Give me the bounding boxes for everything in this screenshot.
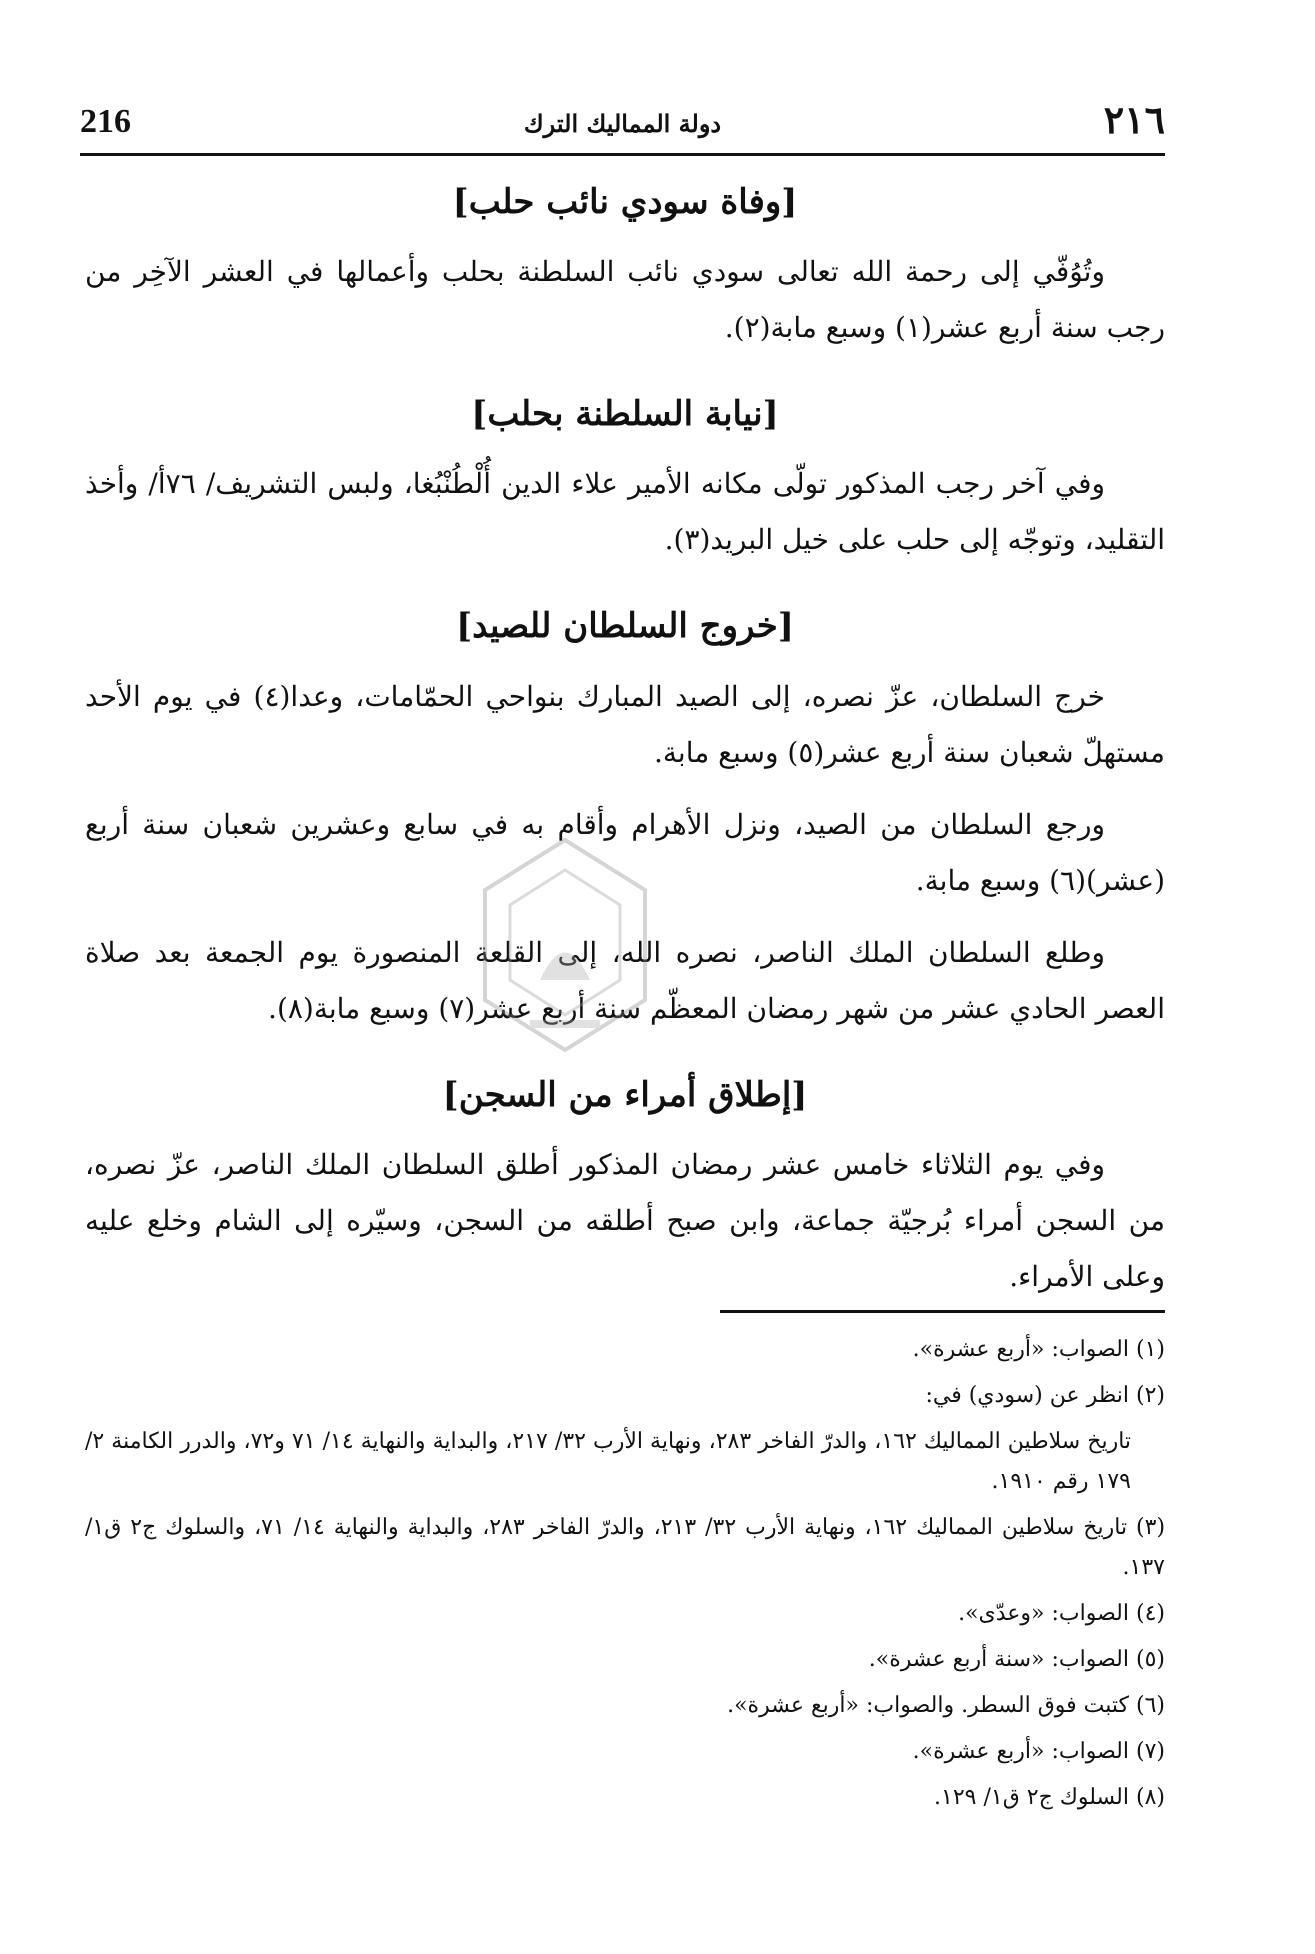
footnote: (٢) انظر عن (سودي) في: <box>925 1383 1165 1408</box>
paragraph: خرج السلطان، عزّ نصره، إلى الصيد المبارك بنواحي الحمّامات، وعدا(٤) في يوم الأحد مستهلّ شعبان سنة أربع عشر(٥) وسبع مابة. <box>85 679 1165 769</box>
footnote: (٤) الصواب: «وعدّى». <box>958 1601 1165 1626</box>
page-number-arabic: ٢١٦ <box>1103 97 1165 142</box>
paragraph: وطلع السلطان الملك الناصر، نصره الله، إلى القلعة المنصورة يوم الجمعة بعد صلاة العصر الحادي عشر من شهر رمضان المعظّم سنة أربع عشر(٧) وسبع مابة(٨). <box>85 935 1165 1025</box>
section-heading: [نيابة السلطنة بحلب] <box>471 394 779 435</box>
footnote-divider <box>720 1310 1165 1313</box>
section-heading: [خروج السلطان للصيد] <box>456 606 794 647</box>
running-title: دولة المماليك الترك <box>523 109 722 138</box>
section-heading: [إطلاق أمراء من السجن] <box>442 1074 808 1115</box>
library-seal-watermark <box>470 830 660 1060</box>
paragraph: وفي يوم الثلاثاء خامس عشر رمضان المذكور أطلق السلطان الملك الناصر، عزّ نصره، من السجن أمراء بُرجيّة جماعة، وابن صبح أطلقه من السجن، وسيّره إلى الشام وخلع عليه وعلى الأمراء. <box>85 1147 1165 1293</box>
page-header <box>80 95 1165 156</box>
main-text <box>85 180 1165 1321</box>
footnote: (٣) تاريخ سلاطين المماليك ١٦٢، ونهاية الأرب ٣٢/ ٢١٣، والدرّ الفاخر ٢٨٣، والبداية والنهاية ١٤/ ٧١، والسلوك ج٢ ق١/ ١٣٧. <box>85 1515 1166 1580</box>
paragraph: وفي آخر رجب المذكور تولّى مكانه الأمير علاء الدين أُلْطُنْبُغا، ولبس التشريف/ ٧٦أ/ وأخذ التقليد، وتوجّه إلى حلب على خيل البريد(٣). <box>85 467 1165 557</box>
paragraph: ورجع السلطان من الصيد، ونزل الأهرام وأقام به في سابع وعشرين شعبان سنة أربع (عشر)(٦) وسبع مابة. <box>85 807 1165 897</box>
page-number-latin: 216 <box>80 103 131 140</box>
footnote: (٦) كتبت فوق السطر. والصواب: «أربع عشرة». <box>727 1693 1165 1718</box>
footnote-continuation: تاريخ سلاطين المماليك ١٦٢، والدرّ الفاخر ٢٨٣، ونهاية الأرب ٣٢/ ٢١٧، والبداية والنهاية ١٤/ ٧١ و٧٢، والدرر الكامنة ٢/ ١٧٩ رقم ١٩١٠. <box>85 1429 1132 1494</box>
footnote: (٨) السلوك ج٢ ق١/ ١٢٩. <box>934 1785 1165 1810</box>
footnotes <box>85 1330 1165 1824</box>
footnote: (٥) الصواب: «سنة أربع عشرة». <box>868 1647 1165 1672</box>
paragraph: وتُوُفّي إلى رحمة الله تعالى سودي نائب السلطنة بحلب وأعمالها في العشر الآخِر من رجب سنة أربع عشر(١) وسبع مابة(٢). <box>85 255 1165 345</box>
footnote: (١) الصواب: «أربع عشرة». <box>912 1337 1165 1362</box>
section-heading: [وفاة سودي نائب حلب] <box>452 182 798 222</box>
footnote: (٧) الصواب: «أربع عشرة». <box>912 1739 1165 1764</box>
